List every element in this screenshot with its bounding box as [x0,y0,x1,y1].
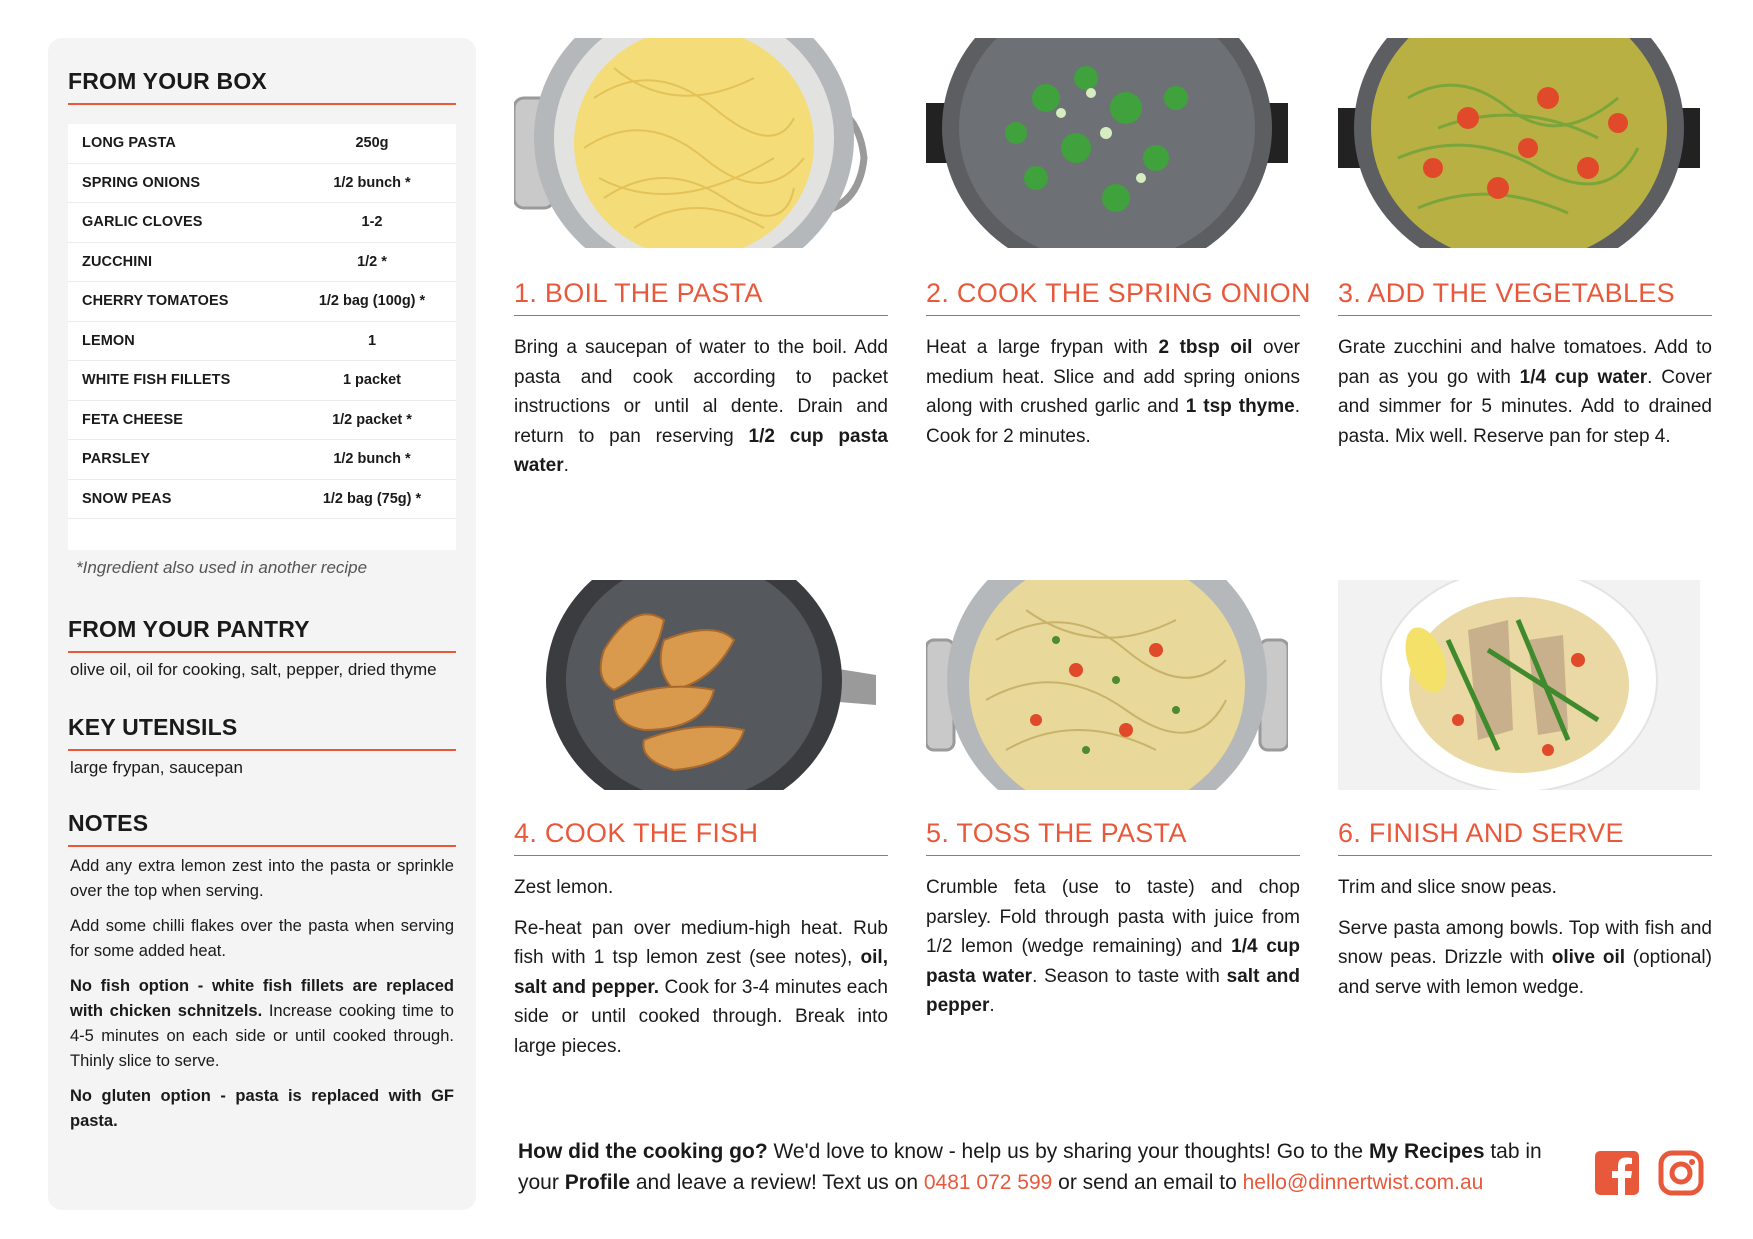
step5-text: Crumble feta (use to taste) and chop parsley. Fold through pasta with juice from 1/2 lemon (wedge remaining) and 1/4 cup pasta water. Season to taste with salt and pepper. [926,877,1300,1016]
note: No gluten option - pasta is replaced with GF pasta. [70,1087,454,1130]
from-your-box-heading: FROM YOUR BOX [68,68,456,105]
step1-photo-pasta-pot [514,38,876,248]
note: Add some chilli flakes over the pasta when serving for some added heat. [70,917,454,960]
from-your-pantry-heading: FROM YOUR PANTRY [68,616,456,653]
ingredient-row: PARSLEY 1/2 bunch * [68,440,456,480]
ingredient-row: LONG PASTA 250g [68,124,456,164]
step5-title: 5. TOSS THE PASTA [926,818,1300,856]
pantry-list: olive oil, oil for cooking, salt, pepper, dried thyme [70,660,437,679]
utensils-list: large frypan, saucepan [70,758,243,777]
ingredients-table [68,124,456,550]
step4-text: Zest lemon. Re-heat pan over medium-high heat. Rub fish with 1 tsp lemon zest (see notes), oil, salt and pepper. Cook for 3-4 minutes each side or until cooked through. Break into large pieces. [514,877,888,1057]
step6-photo-served-bowl [1338,580,1700,790]
notes-body [70,854,454,1144]
ingredient-row: SPRING ONIONS 1/2 bunch * [68,164,456,204]
instagram-icon[interactable] [1658,1150,1704,1196]
step1-text: Bring a saucepan of water to the boil. Add pasta and cook according to packet instructions or until al dente. Drain and return to pan reserving 1/2 cup pasta water. [514,337,888,476]
step2-title: 2. COOK THE SPRING ONION [926,278,1300,316]
ingredient-row: LEMON 1 [68,322,456,362]
step2-photo-spring-onion-pan [926,38,1288,248]
phone-link[interactable]: 0481 072 599 [923,1171,1053,1194]
step3-photo-vegetables-pan [1338,38,1700,248]
step1-title: 1. BOIL THE PASTA [514,278,888,316]
step6-text: Trim and slice snow peas. Serve pasta among bowls. Top with fish and snow peas. Drizzle with olive oil (optional) and serve with lemon wedge. [1338,877,1712,998]
step4-photo-fish-pan [514,580,876,790]
step3-title: 3. ADD THE VEGETABLES [1338,278,1712,316]
note: No fish option - white fish fillets are replaced with chicken schnitzels. Increase cooking time to 4-5 minutes on each side or until cooked through. Thinly slice to serve. [70,977,454,1070]
step3-text: Grate zucchini and halve tomatoes. Add to pan as you go with 1/4 cup water. Cover and simmer for 5 minutes. Add to drained pasta. Mix well. Reserve pan for step 4. [1338,337,1712,447]
ingredient-row: ZUCCHINI 1/2 * [68,243,456,283]
note: Add any extra lemon zest into the pasta or sprinkle over the top when serving. [70,857,454,900]
key-utensils-heading: KEY UTENSILS [68,714,456,751]
step4-title: 4. COOK THE FISH [514,818,888,856]
ingredient-row: CHERRY TOMATOES 1/2 bag (100g) * [68,282,456,322]
ingredient-row: WHITE FISH FILLETS 1 packet [68,361,456,401]
ingredient-row: GARLIC CLOVES 1-2 [68,203,456,243]
ingredient-footnote: *Ingredient also used in another recipe [76,558,368,577]
feedback-footer: How did the cooking go? We'd love to know - help us by sharing your thoughts! Go to the My Recipes tab in your Profile and leave a review! Text us on 0481 072 599 or send an email to hello@dinnertwist.com.au [518,1140,1542,1194]
step6-title: 6. FINISH AND SERVE [1338,818,1712,856]
ingredient-row: SNOW PEAS 1/2 bag (75g) * [68,480,456,520]
notes-heading: NOTES [68,810,456,847]
facebook-icon[interactable] [1594,1150,1640,1196]
ingredients-sidebar [48,38,476,1210]
step5-photo-tossed-pasta [926,580,1288,790]
step2-text: Heat a large frypan with 2 tbsp oil over medium heat. Slice and add spring onions along with crushed garlic and 1 tsp thyme. Cook for 2 minutes. [926,337,1300,447]
email-link[interactable]: hello@dinnertwist.com.au [1242,1171,1484,1194]
ingredient-row: FETA CHEESE 1/2 packet * [68,401,456,441]
